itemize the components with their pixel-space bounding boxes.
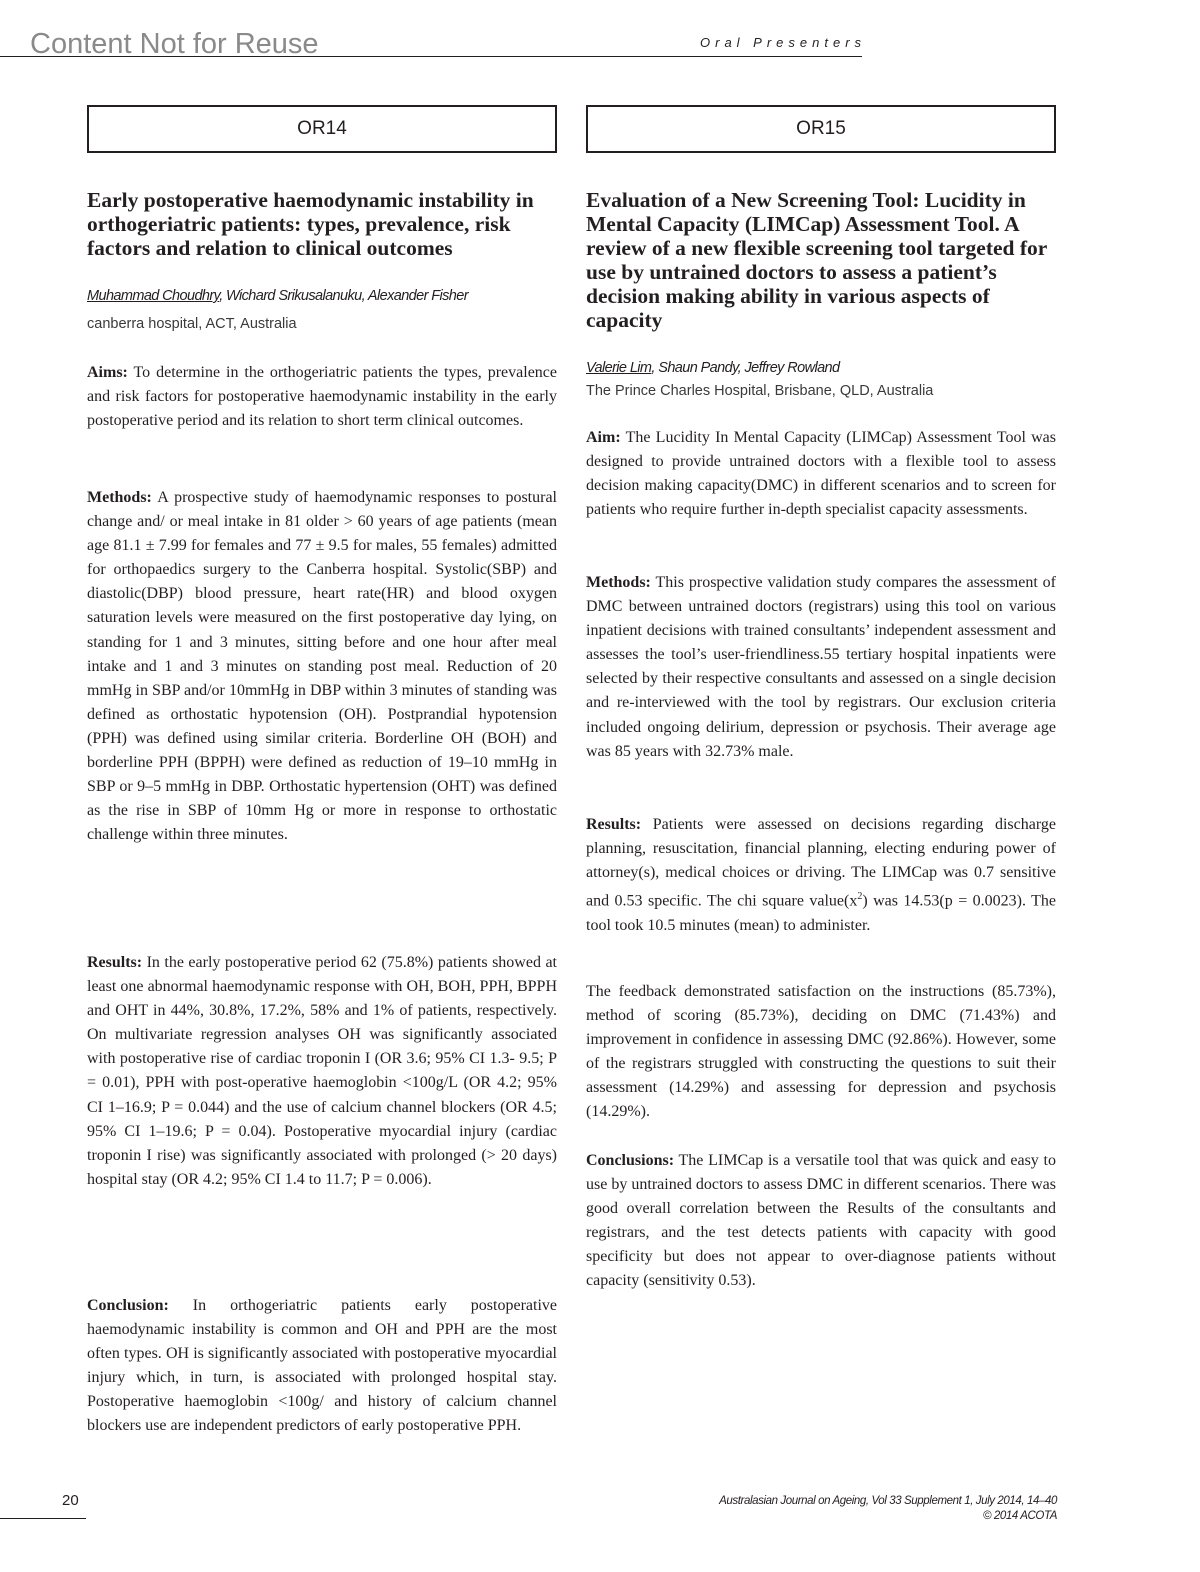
abstract-title: Early postoperative haemodynamic instability in orthogeriatric patients: types, prevalence, risk factors and relation to clinical outcomes	[87, 188, 534, 260]
section-heading: Results:	[586, 816, 642, 833]
abstract-code-box	[87, 105, 557, 153]
co-authors: , Shaun Pandy, Jeffrey Rowland	[651, 360, 840, 376]
page-number: 20	[62, 1492, 79, 1509]
section-heading: Aim:	[586, 429, 621, 446]
section-body: The LIMCap is a versatile tool that was quick and easy to use by untrained doctors to assess DMC in different scenarios. There was good overall correlation between the Results of the consultants and registrars, and the test detects patients with capacity with good specificity but does not appear to over-diagnose patients without capacity (sensitivity 0.53).	[586, 1152, 1056, 1290]
section-methods	[586, 571, 1056, 764]
presenting-author: Muhammad Choudhry	[87, 288, 220, 304]
superscript: 2	[857, 891, 863, 903]
section-body: This prospective validation study compares the assessment of DMC between untrained doctors (registrars) using this tool on various inpatient decisions with trained consultants’ independent assessment and assesses the tool’s user-friendliness.55 tertiary hospital inpatients were selected by their respective consultants and assessed on a single decision and re-interviewed with the tool by registrars. Our exclusion criteria included ongoing delirium, depression or psychosis. Their average age was 85 years with 32.73% male.	[586, 574, 1056, 760]
section-body: The feedback demonstrated satisfaction on the instructions (85.73%), method of scoring (85.73%), deciding on DMC (71.43%) and improvement in confidence in assessing DMC (92.86%). However, some of the registrars struggled with constructing the questions to suit their assessment (14.29%) and assessing for depression and psychosis (14.29%).	[586, 983, 1056, 1121]
section-body-cont: ) was 14.53(p = 0.0023). The tool took 10.5 minutes (mean) to administer.	[586, 892, 1057, 934]
section-body: Patients were assessed on decisions regarding discharge planning, resuscitation, financial planning, electing enduring power of attorney(s), medical choices or driving. The LIMCap was 0.7 sensitive and 0.53 specific. The chi square value(x	[586, 816, 1056, 910]
header-rule	[0, 56, 862, 57]
section-heading: Results:	[87, 954, 143, 971]
affiliation: canberra hospital, ACT, Australia	[87, 316, 297, 332]
section-methods	[87, 486, 557, 847]
section-body: The Lucidity In Mental Capacity (LIMCap) Assessment Tool was designed to provide untrained doctors with a flexible tool to assess decision making capacity(DMC) in different scenarios and to screen for patients who require further in-depth specialist capacity assessments.	[586, 429, 1056, 519]
abstract-code: OR14	[297, 118, 347, 139]
running-head: Oral Presenters	[700, 35, 867, 50]
author-list	[87, 288, 557, 304]
section-heading: Aims:	[87, 364, 128, 381]
section-conclusion	[87, 1294, 557, 1439]
footer-rule	[0, 1518, 86, 1519]
section-body: In the early postoperative period 62 (75.8%) patients showed at least one abnormal haemodynamic response with OH, BOH, PPH, BPPH and OHT in 44%, 30.8%, 17.2%, 58% and 1% of patients, respectively. On multivariate regression analyses OH was significantly associated with postoperative rise of cardiac troponin I (OR 3.6; 95% CI 1.3- 9.5; P = 0.01), PPH with post-operative haemoglobin <100g/L (OR 4.2; 95% CI 1–16.9; P = 0.044) and the use of calcium channel blockers (OR 4.5; 95% CI 1–19.6; P = 0.04). Postoperative myocardial injury (cardiac troponin I rise) was significantly associated with prolonged (> 20 days) hospital stay (OR 4.2; 95% CI 1.4 to 11.7; P = 0.006).	[87, 954, 557, 1188]
journal-citation	[719, 1494, 1057, 1524]
section-conclusions	[586, 1149, 1056, 1294]
section-results	[586, 813, 1056, 938]
co-authors: , Wichard Srikusalanuku, Alexander Fisher	[219, 288, 468, 304]
journal-reference: Australasian Journal on Ageing, Vol 33 Supplement 1, July 2014, 14–40	[719, 1495, 1057, 1507]
section-aim	[586, 426, 1056, 522]
section-body: In orthogeriatric patients early postoperative haemodynamic instability is common and OH and PPH are the most often types. OH is significantly associated with postoperative myocardial injury which, in turn, is associated with prolonged hospital stay. Postoperative haemoglobin <100g/ and history of calcium channel blockers use are independent predictors of early postoperative PPH.	[87, 1297, 557, 1435]
section-heading: Methods:	[87, 489, 152, 506]
abstract-title: Evaluation of a New Screening Tool: Lucidity in Mental Capacity (LIMCap) Assessment Tool. A review of a new flexible screening tool targeted for use by untrained doctors to assess a patient’s decision making ability in various aspects of capacity	[586, 188, 1047, 332]
section-body: To determine in the orthogeriatric patients the types, prevalence and risk factors for postoperative haemodynamic instability in the early postoperative period and its relation to short term clinical outcomes.	[87, 364, 557, 430]
author-list	[586, 360, 1056, 376]
section-heading: Methods:	[586, 574, 651, 591]
section-feedback	[586, 980, 1056, 1125]
watermark: Content Not for Reuse	[30, 28, 319, 60]
presenting-author: Valerie Lim	[586, 360, 652, 376]
copyright: © 2014 ACOTA	[983, 1510, 1057, 1522]
abstract-code: OR15	[796, 118, 846, 139]
section-heading: Conclusion:	[87, 1297, 169, 1314]
section-body: A prospective study of haemodynamic responses to postural change and/ or meal intake in 81 older > 60 years of age patients (mean age 81.1 ± 7.99 for females and 77 ± 9.5 for males, 55 females) admitted for orthopaedics surgery to the Canberra hospital. Systolic(SBP) and diastolic(DBP) blood pressure, heart rate(HR) and blood oxygen saturation levels were measured on the first postoperative day lying, on standing for 1 and 3 minutes, sitting before and one hour after meal intake and 1 and 3 minutes on standing post meal. Reduction of 20 mmHg in SBP and/or 10mmHg in DBP within 3 minutes of standing was defined as orthostatic hypotension (OH). Postprandial hypotension (PPH) was defined using similar criteria. Borderline OH (BOH) and borderline PPH (BPPH) were defined as reduction of 19–10 mmHg in SBP or 9–5 mmHg in DBP. Orthostatic hypertension (OHT) was defined as the rise in SBP of 10mm Hg or more in response to orthostatic challenge within three minutes.	[87, 489, 557, 844]
section-results	[87, 951, 557, 1192]
abstract-code-box	[586, 105, 1056, 153]
section-aims	[87, 361, 557, 433]
section-heading: Conclusions:	[586, 1152, 675, 1169]
affiliation: The Prince Charles Hospital, Brisbane, QLD, Australia	[586, 383, 934, 399]
